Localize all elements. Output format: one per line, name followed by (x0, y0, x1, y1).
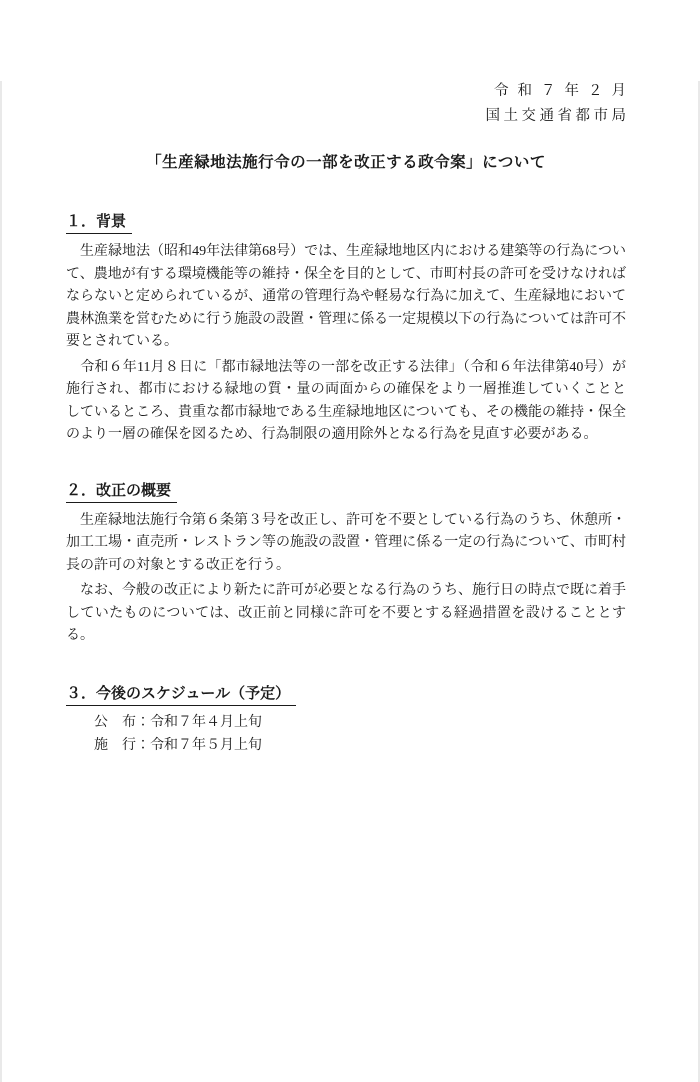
section-amendment-summary (66, 481, 626, 648)
schedule-enforcement: 施 行：令和７年５月上旬 (94, 737, 262, 753)
section-schedule (66, 684, 626, 757)
document-date: 令和７年２月 (494, 83, 635, 99)
background-paragraph-1: 生産緑地法（昭和49年法律第68号）では、生産緑地地区内における建築等の行為について、農地が有する環境機能等の維持・保全を目的として、市町村長の許可を受けなければならないと定められているが、通常の管理行為や軽易な行為に加えて、生産緑地において農林漁業を営むために行う施設の設置・管理に係る一定規模以下の行為については許可不要とされている。 (66, 244, 626, 349)
section-schedule-heading (66, 684, 626, 706)
page-left-edge (0, 81, 2, 1082)
amendment-paragraph-2: なお、今般の改正により新たに許可が必要となる行為のうち、施行日の時点で既に着手していたものについては、改正前と同様に許可を不要とする経過措置を設けることとする。 (66, 583, 626, 643)
section-background-heading (66, 212, 626, 234)
document-page (0, 81, 700, 757)
schedule-promulgation: 公 布：令和７年４月上旬 (94, 714, 262, 730)
section-schedule-heading-text: ３．今後のスケジュール（予定） (66, 684, 296, 706)
section-background (66, 212, 626, 447)
document-organization: 国土交通省都市局 (485, 108, 630, 124)
amendment-paragraph-1: 生産緑地法施行令第６条第３号を改正し、許可を不要としている行為のうち、休憩所・加工工場・直売所・レストラン等の施設の設置・管理に係る一定の行為について、市町村長の許可の対象とする改正を行う。 (66, 512, 626, 573)
section-background-heading-text: １．背景 (66, 212, 132, 234)
section-amendment-summary-heading-text: ２．改正の概要 (66, 481, 177, 503)
background-paragraph-2: 令和６年11月８日に「都市緑地法等の一部を改正する法律」（令和６年法律第40号）が施行され、都市における緑地の質・量の両面からの確保をより一層推進していくこととしているところ、貴重な都市緑地である生産緑地地区についても、その機能の維持・保全のより一層の確保を図るため、行為制限の適用除外となる行為を見直す必要がある。 (66, 359, 626, 442)
section-amendment-summary-heading (66, 481, 626, 503)
document-title: 「生産緑地法施行令の一部を改正する政令案」について (146, 154, 546, 171)
schedule-list (66, 711, 626, 757)
